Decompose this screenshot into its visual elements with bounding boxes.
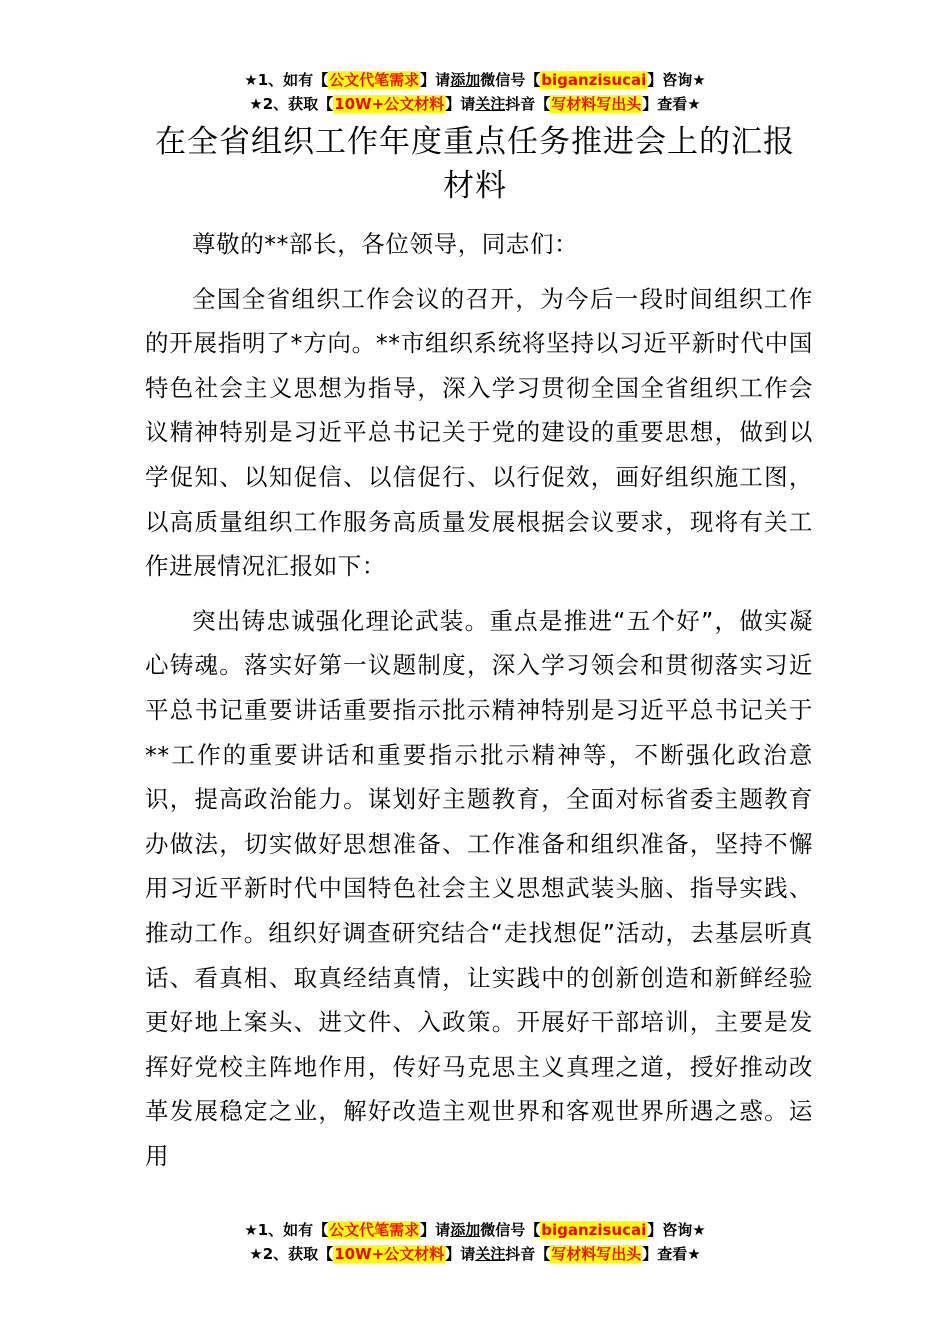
- promo-highlight: biganzisucai: [541, 1221, 647, 1239]
- promo-text: ★2、获取【: [249, 1245, 334, 1263]
- promo-underlined: 添加: [450, 1221, 481, 1239]
- promo-text: 】查看★: [642, 95, 701, 113]
- promo-text: 】请: [445, 1245, 476, 1263]
- promo-highlight: 写材料写出头: [551, 95, 642, 113]
- promo-text: 】咨询★: [647, 71, 706, 89]
- promo-text: 】请: [420, 71, 451, 89]
- promo-text: 】请: [420, 1221, 451, 1239]
- promo-text: 】查看★: [642, 1245, 701, 1263]
- promo-underlined: 关注: [475, 95, 506, 113]
- promo-text: ★2、获取【: [249, 95, 334, 113]
- bottom-promo-banner: [0, 1218, 950, 1266]
- promo-line-1: [0, 1218, 950, 1242]
- promo-text: ★1、如有【: [244, 71, 329, 89]
- promo-text: ★1、如有【: [244, 1221, 329, 1239]
- body-paragraph: 全国全省组织工作会议的召开，为今后一段时间组织工作的开展指明了*方向。**市组织系统将坚持以习近平新时代中国特色社会主义思想为指导，深入学习贯彻全国全省组织工作会议精神特别是习近平总书记关于党的建设的重要思想，做到以学促知、以知促信、以信促行、以行促效，画好组织施工图，以高质量组织工作服务高质量发展根据会议要求，现将有关工作进展情况汇报如下：: [145, 284, 813, 581]
- promo-line-1: [0, 68, 950, 92]
- promo-text: 抖音【: [505, 1245, 551, 1263]
- promo-underlined: 关注: [475, 1245, 506, 1263]
- promo-highlight: 公文代笔需求: [329, 1221, 420, 1239]
- promo-line-2: [0, 1242, 950, 1266]
- promo-highlight: 写材料写出头: [551, 1245, 642, 1263]
- salutation: 尊敬的**部长，各位领导，同志们：: [192, 230, 579, 258]
- promo-underlined: 添加: [450, 71, 481, 89]
- promo-text: 】请: [445, 95, 476, 113]
- promo-text: 】咨询★: [647, 1221, 706, 1239]
- promo-highlight: 10W+公文材料: [334, 95, 445, 113]
- body-paragraph: 突出铸忠诚强化理论武装。重点是推进“五个好”，做实凝心铸魂。落实好第一议题制度，深入学习领会和贯彻落实习近平总书记重要讲话重要指示批示精神特别是习近平总书记关于**工作的重要讲话和重要指示批示精神等，不断强化政治意识，提高政治能力。谋划好主题教育，全面对标省委主题教育办做法，切实做好思想准备、工作准备和组织准备，坚持不懈用习近平新时代中国特色社会主义思想武装头脑、指导实践、推动工作。组织好调查研究结合“走找想促”活动，去基层听真话、看真相、取真经结真情，让实践中的创新创造和新鲜经验更好地上案头、进文件、入政策。开展好干部培训，主要是发挥好党校主阵地作用，传好马克思主义真理之道，授好推动改革发展稳定之业，解好改造主观世界和客观世界所遇之惑。运用: [145, 606, 813, 1170]
- promo-text: 微信号【: [480, 71, 541, 89]
- document-body: [145, 222, 813, 1178]
- promo-text: 微信号【: [480, 1221, 541, 1239]
- document-title: 在全省组织工作年度重点任务推进会上的汇报材料: [155, 124, 795, 204]
- promo-text: 抖音【: [505, 95, 551, 113]
- promo-line-2: [0, 92, 950, 116]
- promo-highlight: 公文代笔需求: [329, 71, 420, 89]
- promo-highlight: 10W+公文材料: [334, 1245, 445, 1263]
- top-promo-banner: [0, 68, 950, 116]
- promo-highlight: biganzisucai: [541, 71, 647, 89]
